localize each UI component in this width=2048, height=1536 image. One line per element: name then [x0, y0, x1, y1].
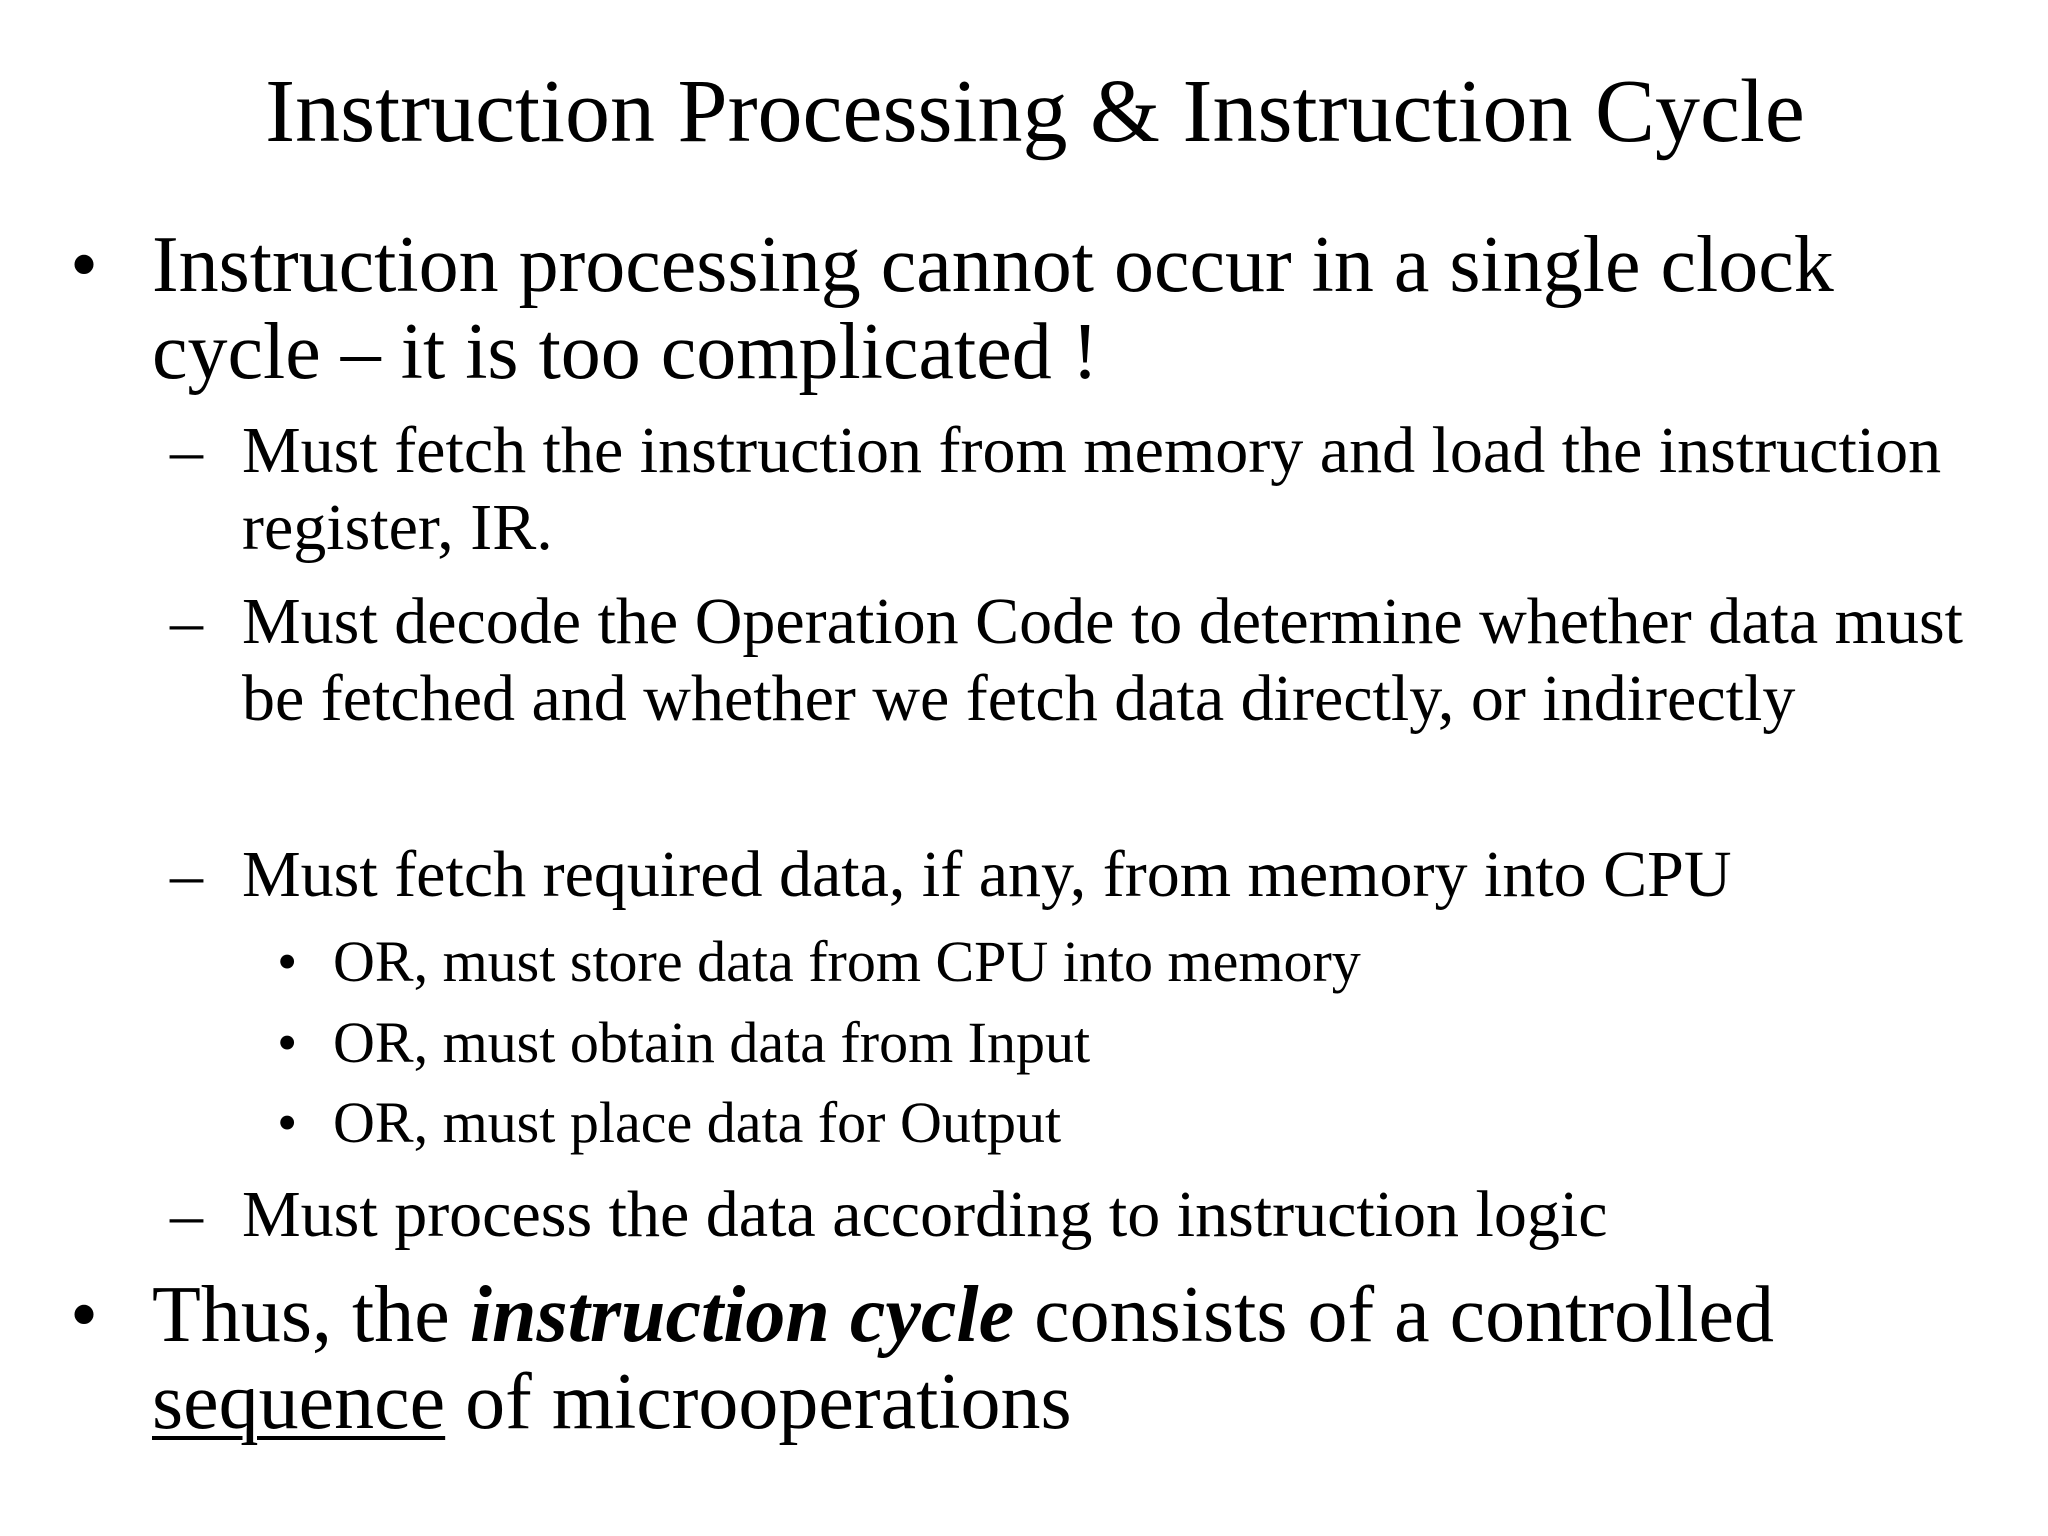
sub-sub-bullet-text: OR, must obtain data from Input — [333, 1010, 1091, 1075]
dot-marker: • — [277, 929, 298, 994]
bullet-marker: • — [70, 1271, 99, 1359]
dot-marker: • — [277, 1010, 298, 1075]
dash-marker: – — [170, 1178, 203, 1251]
sub-bullet-text: Must process the data according to instruction logic — [242, 1178, 1608, 1251]
bullet-text-suffix: of microoperations — [445, 1358, 1072, 1446]
bullet-text-prefix: Thus, the — [152, 1271, 470, 1359]
sub-bullet-item — [170, 836, 2022, 913]
bullet-item — [70, 1271, 2022, 1446]
bullet-item — [70, 221, 2022, 396]
dash-marker: – — [170, 585, 203, 658]
sub-sub-bullet-text: OR, must store data from CPU into memory — [333, 929, 1361, 994]
sub-sub-bullet-item — [277, 1010, 2023, 1076]
slide-title: Instruction Processing & Instruction Cycle — [265, 62, 1805, 161]
dot-marker: • — [277, 1090, 298, 1155]
sub-bullet-item — [170, 583, 2022, 737]
bullet-text: Instruction processing cannot occur in a single clock cycle – it is too complicated ! — [152, 221, 1834, 396]
emphasized-term: instruction cycle — [469, 1271, 1015, 1359]
sub-bullet-item — [170, 412, 2022, 566]
dash-marker: – — [170, 414, 203, 487]
bullet-marker: • — [70, 221, 99, 309]
sub-bullet-text: Must decode the Operation Code to determine whether data must be fetched and whether we fetch data directly, or indirectly — [242, 585, 1963, 735]
sub-sub-bullet-text: OR, must place data for Output — [333, 1090, 1062, 1155]
underlined-term: sequence — [152, 1358, 446, 1446]
bullet-text-middle: consists of a controlled — [1014, 1271, 1774, 1359]
sub-sub-bullet-item — [277, 1090, 2023, 1156]
sub-sub-bullet-item — [277, 929, 2023, 995]
dash-marker: – — [170, 838, 203, 911]
sub-bullet-text: Must fetch the instruction from memory and load the instruction register, IR. — [242, 414, 1942, 564]
sub-bullet-item — [170, 1176, 2022, 1253]
sub-bullet-text: Must fetch required data, if any, from memory into CPU — [242, 838, 1732, 911]
